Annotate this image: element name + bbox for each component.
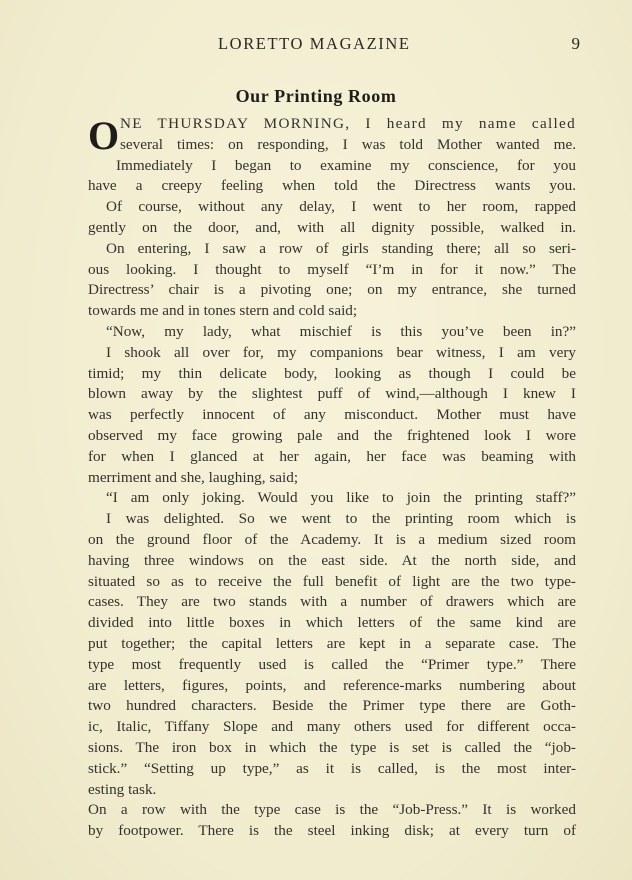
text-line: ic, Italic, Tiffany Slope and many others used for different occa-: [88, 718, 576, 736]
text-line: On a row with the type case is the “Job-Press.” It is worked: [88, 801, 576, 819]
text-line: ous looking. I thought to myself “I’m in for it now.” The: [88, 260, 576, 278]
page-number: 9: [571, 34, 580, 53]
text-line: towards me and in tones stern and cold said;: [88, 302, 358, 320]
text-line: having three windows on the east side. At the north side, and: [88, 551, 576, 569]
text-line: on the ground floor of the Academy. It is a medium sized room: [88, 530, 576, 548]
running-header: [60, 34, 580, 58]
text-line: On entering, I saw a row of girls standing there; all so seri-: [106, 239, 576, 257]
text-line: observed my face growing pale and the frightened look I wore: [88, 426, 576, 444]
article-body: [88, 114, 576, 842]
text-line: was perfectly innocent of any misconduct. Mother must have: [88, 406, 576, 424]
text-line: NE THURSDAY MORNING, I heard my name called: [120, 115, 576, 132]
text-line: cases. They are two stands with a number of drawers which are: [88, 593, 576, 611]
text-line: situated so as to receive the full benefit of light are the two type-: [88, 572, 576, 590]
text-line: gently on the door, and, with all dignity possible, walked in.: [88, 218, 576, 236]
text-line: several times: on responding, I was told Mother wanted me.: [120, 135, 576, 153]
text-line: Of course, without any delay, I went to her room, rapped: [106, 198, 576, 216]
text-line: are letters, figures, points, and reference-marks numbering about: [88, 676, 576, 694]
text-line: put together; the capital letters are kept in a separate case. The: [88, 634, 576, 652]
drop-cap-letter: O: [88, 113, 120, 158]
text-line: merriment and she, laughing, said;: [88, 468, 299, 486]
text-line: two hundred characters. Beside the Primer type there are Goth-: [88, 697, 576, 715]
text-line: I was delighted. So we went to the printing room which is: [106, 510, 576, 528]
magazine-name: LORETTO MAGAZINE: [218, 34, 411, 53]
text-line: Immediately I began to examine my conscience, for you: [116, 156, 576, 174]
text-line: esting task.: [88, 780, 157, 798]
article-title: Our Printing Room: [235, 86, 397, 106]
text-line: “I am only joking. Would you like to join the printing staff?”: [106, 489, 576, 507]
text-line: stick.” “Setting up type,” as it is called, is the most inter-: [88, 759, 576, 777]
text-line: by footpower. There is the steel inking disk; at every turn of: [88, 822, 576, 840]
text-line: Directress’ chair is a pivoting one; on my entrance, she turned: [88, 281, 576, 299]
text-line: divided into little boxes in which letters of the same kind are: [88, 614, 576, 632]
text-line: sions. The iron box in which the type is set is called the “job-: [88, 738, 576, 756]
text-line: I shook all over for, my companions bear witness, I am very: [106, 343, 576, 361]
text-line: “Now, my lady, what mischief is this you’ve been in?”: [106, 322, 576, 340]
text-line: type most frequently used is called the “Primer type.” There: [88, 655, 576, 673]
text-line: have a creepy feeling when told the Directress wants you.: [88, 177, 576, 195]
text-line: timid; my thin delicate body, looking as though I could be: [88, 364, 576, 382]
text-line: for when I glanced at her again, her face was beaming with: [88, 447, 576, 465]
text-line: blown away by the slightest puff of wind,—although I knew I: [88, 385, 576, 403]
